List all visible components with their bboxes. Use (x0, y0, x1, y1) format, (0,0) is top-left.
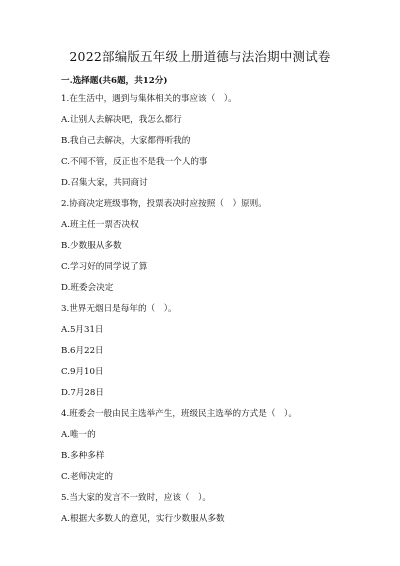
section-heading: 一.选择题(共6题，共12分) (61, 76, 168, 86)
question-4-option-c: C.老师决定的 (61, 472, 113, 482)
question-2-option-d: D.班委会决定 (61, 283, 114, 293)
question-1-option-c: C.不闻不管，反正也不是我一个人的事 (61, 157, 208, 167)
question-5-option-a: A.根据大多数人的意见，实行少数服从多数 (61, 514, 225, 524)
exam-title: 2022部编版五年级上册道德与法治期中测试卷 (69, 49, 331, 64)
question-5: 5.当大家的发言不一致时，应该（ ）。 (61, 493, 211, 503)
question-4-option-a: A.唯一的 (61, 430, 96, 440)
question-1-option-d: D.召集大家，共同商讨 (61, 178, 148, 188)
question-1-option-a: A.让别人去解决吧，我怎么都行 (61, 115, 182, 125)
question-3-option-a: A.5月31日 (61, 325, 104, 335)
question-2-option-a: A.班主任一票否决权 (61, 220, 139, 230)
question-3: 3.世界无烟日是每年的（ ）。 (61, 304, 177, 314)
question-4-option-b: B.多种多样 (61, 451, 105, 461)
question-1-option-b: B.我自己去解决，大家都得听我的 (61, 136, 191, 146)
question-3-option-d: D.7月28日 (61, 388, 104, 398)
question-3-option-b: B.6月22日 (61, 346, 104, 356)
question-1: 1.在生活中，遇到与集体相关的事应该（ ）。 (61, 94, 237, 104)
question-2-option-c: C.学习好的同学说了算 (61, 262, 148, 272)
question-2-option-b: B.少数服从多数 (61, 241, 122, 251)
question-2: 2.协商决定班级事物，投票表决时应按照（ ）原则。 (61, 199, 267, 209)
question-3-option-c: C.9月10日 (61, 367, 104, 377)
question-4: 4.班委会一般由民主选举产生，班级民主选举的方式是（ ）。 (61, 409, 297, 419)
